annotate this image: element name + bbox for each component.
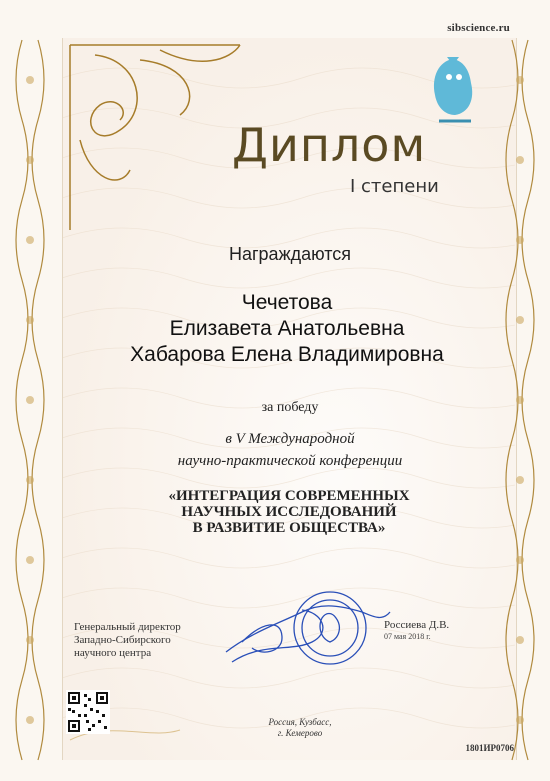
signer-name: Россиева Д.В.: [384, 619, 450, 631]
director-line: Западно-Сибирского: [74, 634, 171, 646]
document-code: 1801ИР0706: [465, 743, 514, 753]
place-caption: [0, 717, 550, 739]
director-caption: [74, 621, 181, 660]
diploma-degree: I степени: [350, 176, 439, 197]
site-url: sibscience.ru: [447, 22, 510, 34]
conference-description: [0, 428, 550, 472]
place-line: Россия, Кузбасс,: [268, 717, 332, 727]
issue-date: 07 мая 2018 г.: [384, 632, 431, 641]
recipient-name-line: Хабарова Елена Владимировна: [130, 343, 444, 366]
conference-title: [0, 488, 550, 536]
director-line: Генеральный директор: [74, 621, 181, 633]
conference-line: в V Международной: [225, 431, 355, 447]
recipient-name-line: Елизавета Анатольевна: [169, 317, 405, 340]
conference-title-line: «ИНТЕГРАЦИЯ СОВРЕМЕННЫХ: [168, 488, 410, 504]
recipient-name-line: Чечетова: [241, 291, 333, 314]
director-line: научного центра: [74, 647, 152, 659]
recipient-names: [0, 290, 550, 368]
diploma-title: Диплом: [232, 118, 427, 172]
owl-logo-icon: [425, 55, 481, 127]
seal-signature-icon: [222, 582, 394, 678]
conference-title-line: В РАЗВИТИЕ ОБЩЕСТВА»: [192, 520, 386, 536]
awarded-heading: Награждаются: [228, 244, 352, 264]
place-line: г. Кемерово: [277, 728, 323, 738]
conference-line: научно-практической конференции: [177, 453, 403, 469]
conference-title-line: НАУЧНЫХ ИССЛЕДОВАНИЙ: [181, 504, 397, 520]
for-victory-text: за победу: [261, 400, 319, 415]
